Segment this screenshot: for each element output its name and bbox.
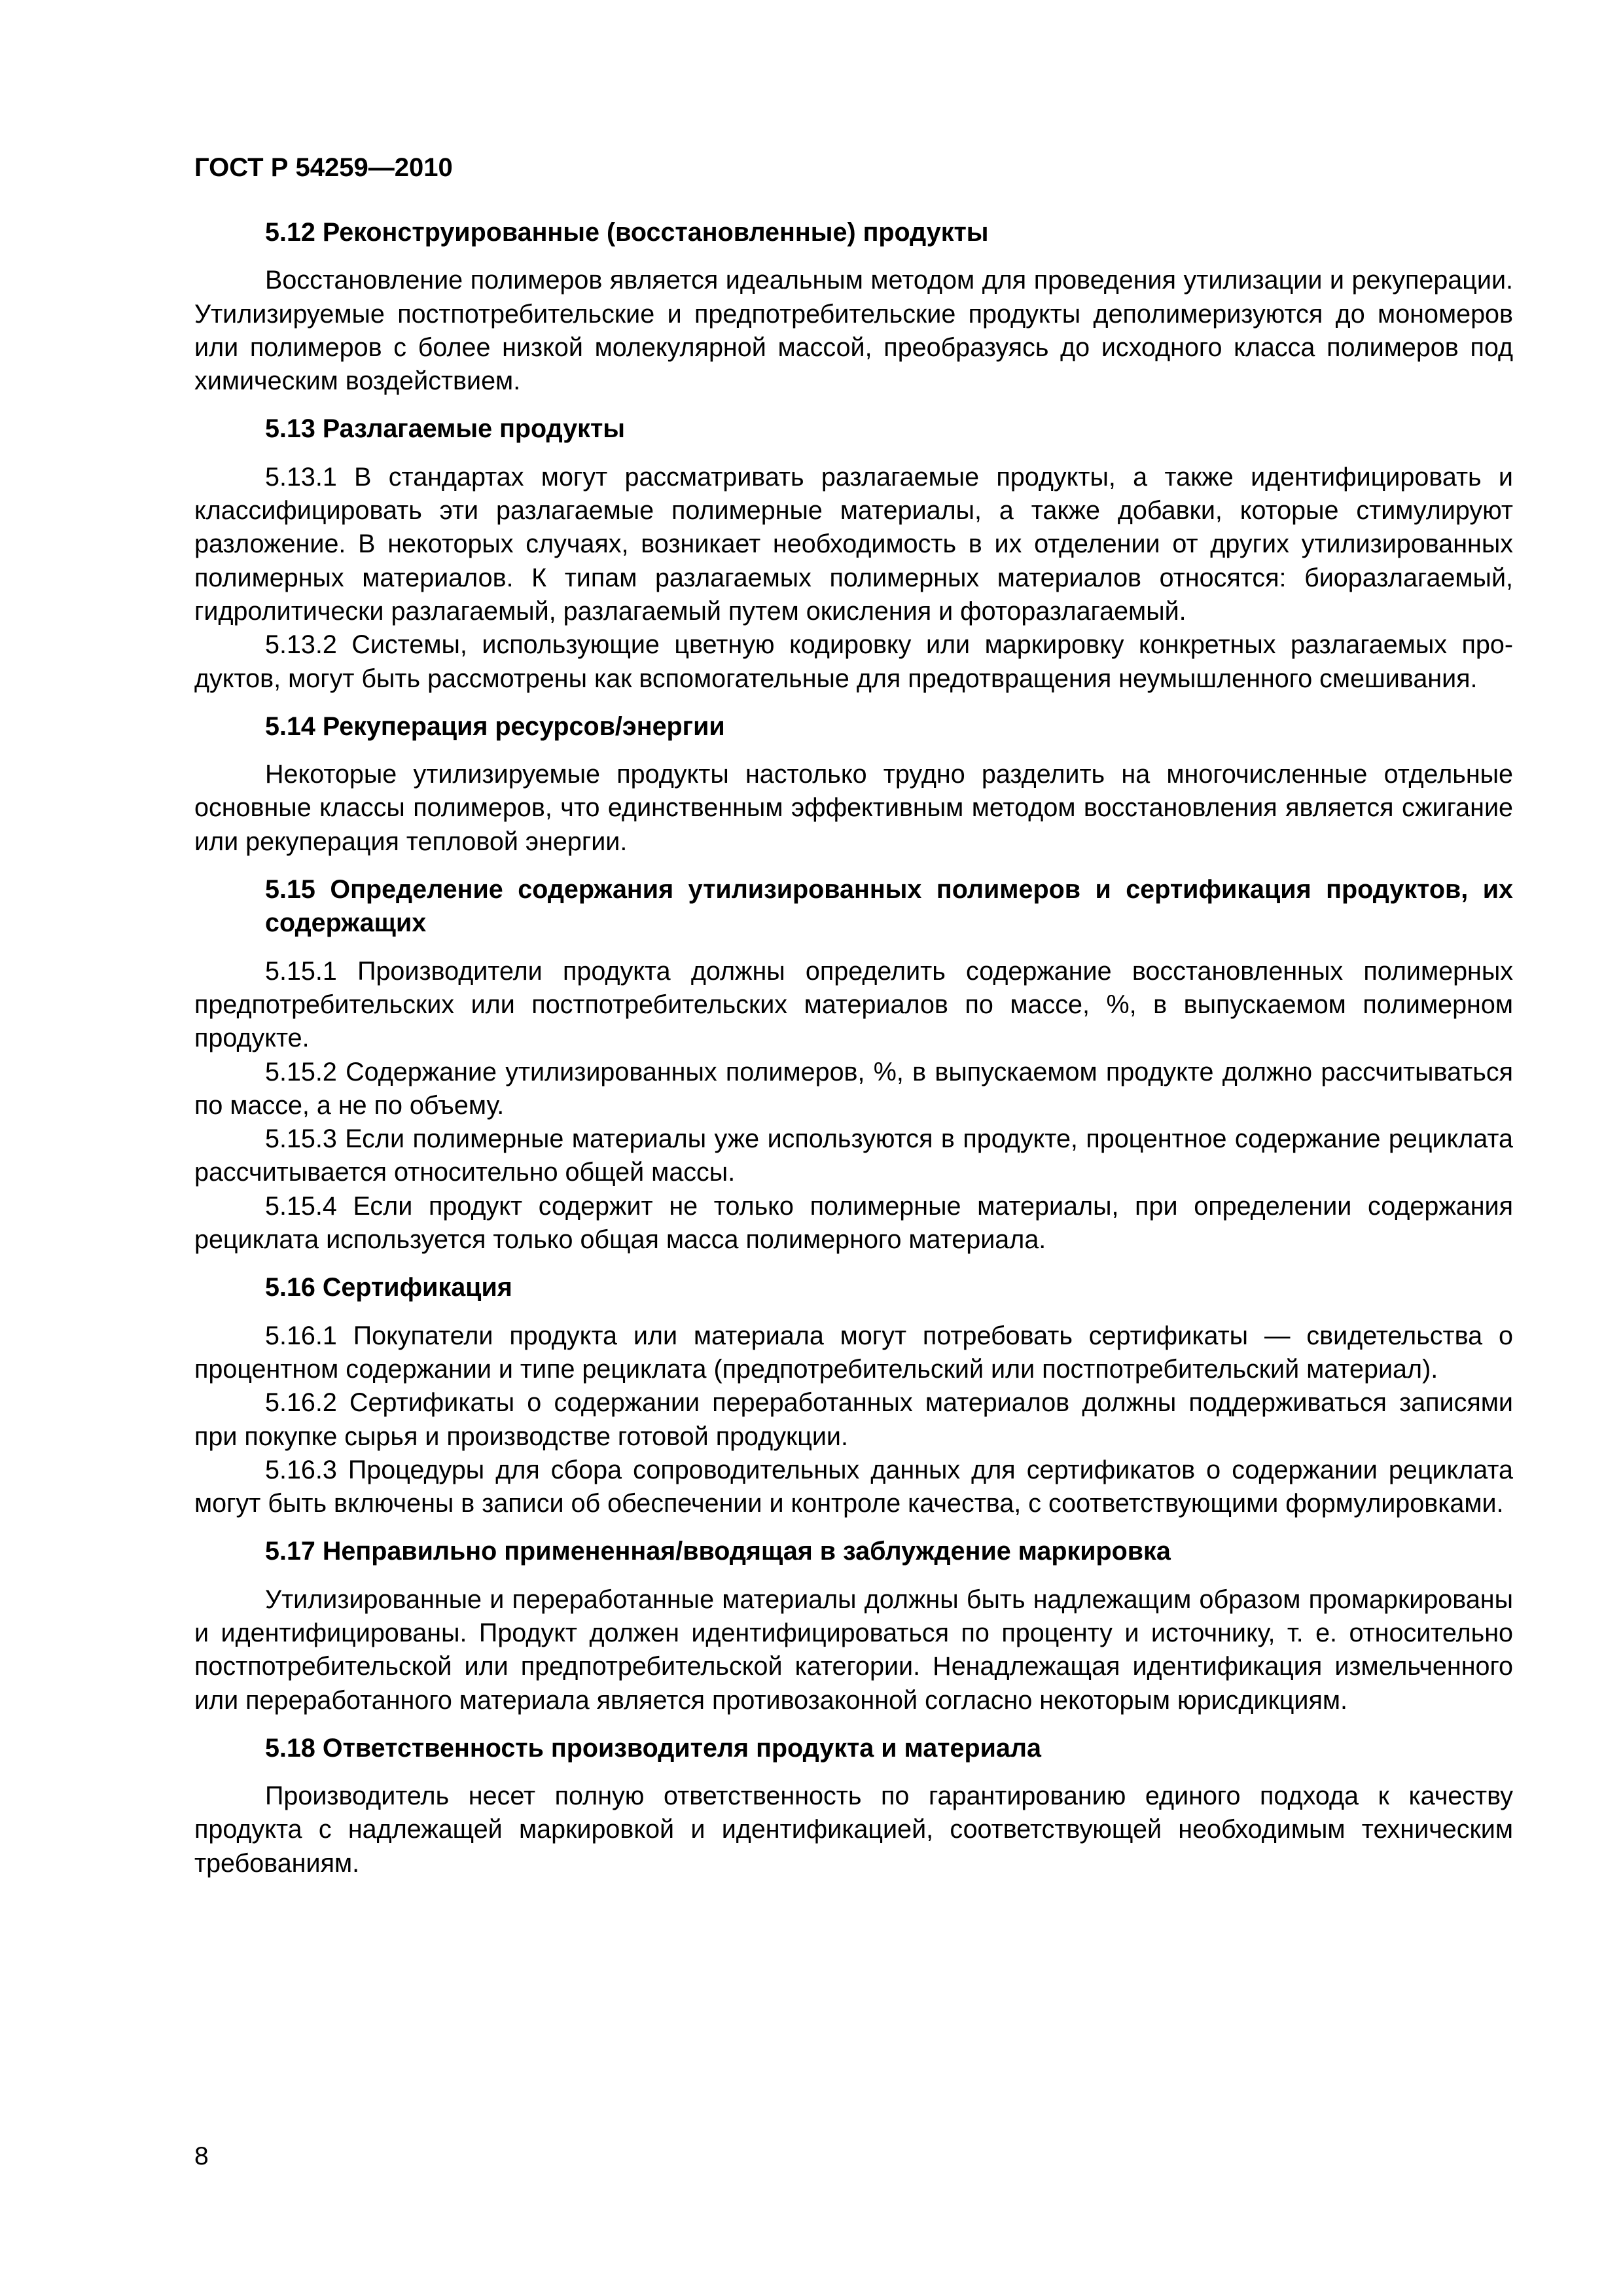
paragraph: Утилизированные и переработанные материалы должны быть надлежащим образом промаркированы и идентифицированы. Продукт должен идентифицироваться по проценту и источнику, т. е. относительно постпотребительской или предпотребительской категории. Ненадлежащая идентификация измельченного или переработанного материала является противозаконной согласно некоторым юрисдикциям. bbox=[194, 1585, 1513, 1715]
section-heading-5-18: 5.18 Ответственность производителя продукта и материала bbox=[265, 1733, 1041, 1763]
document-code-header: ГОСТ Р 54259—2010 bbox=[194, 153, 453, 182]
paragraph: 5.15.2 Содержание утилизированных полимеров, %, в выпускаемом продукте должно рассчитываться по массе, а не по объему. bbox=[194, 1057, 1513, 1120]
section-heading-5-15: 5.15 Определение содержания утилизированных полимеров и сертификация продуктов, их содержащих bbox=[265, 875, 1513, 938]
paragraph: Некоторые утилизируемые продукты настолько трудно разделить на многочисленные отдельные основные классы полимеров, что единственным эффективным методом восстановления является сжигание или рекуперация тепловой энергии. bbox=[194, 760, 1513, 856]
section-heading-5-13: 5.13 Разлагаемые продукты bbox=[265, 414, 626, 444]
paragraph: 5.13.2 Системы, использующие цветную кодировку или маркировку конкретных разлагаемых продуктов, могут быть рассмотрены как вспомогательные для предотвращения неумышленного смешивания. bbox=[194, 630, 1513, 693]
section-heading-5-17: 5.17 Неправильно примененная/вводящая в заблуждение маркировка bbox=[265, 1537, 1171, 1566]
paragraph: 5.15.1 Производители продукта должны определить содержание восстановленных полимерных предпотребительских или постпотребительских материалов по массе, %, в выпускаемом полимерном продукте. bbox=[194, 956, 1513, 1053]
paragraph: 5.16.3 Процедуры для сбора сопроводительных данных для сертификатов о содержании рециклата могут быть включены в записи об обеспечении и контроле качества, с соответствующими формулировками. bbox=[194, 1455, 1513, 1518]
paragraph: 5.15.3 Если полимерные материалы уже используются в продукте, процентное содержание рециклата рассчитывается относительно общей массы. bbox=[194, 1124, 1513, 1187]
paragraph: 5.15.4 Если продукт содержит не только полимерные материалы, при определении содержания рециклата используется только общая масса полимерного материала. bbox=[194, 1191, 1513, 1255]
paragraph: Производитель несет полную ответственность по гарантированию единого подхода к качеству продукта с надлежащей маркировкой и идентификацией, соответствующей необходимым техническим требованиям. bbox=[194, 1782, 1513, 1878]
section-heading-5-12: 5.12 Реконструированные (восстановленные) продукты bbox=[265, 218, 989, 247]
page-number: 8 bbox=[194, 2142, 209, 2170]
paragraph: 5.13.1 В стандартах могут рассматривать разлагаемые продукты, а также идентифицировать и классифицировать эти разлагаемые полимерные материалы, а также добавки, которые стимулируют разложение. В некоторых случаях, возникает необходимость в их отделении от других утилизированных полимерных материалов. К типам разлагаемых полимерных материалов относятся: биоразлагаемый, гидролитически разлагаемый, разлагаемый путем окисления и фоторазлагаемый. bbox=[194, 462, 1513, 626]
section-heading-5-14: 5.14 Рекуперация ресурсов/энергии bbox=[265, 711, 725, 741]
paragraph: 5.16.2 Сертификаты о содержании переработанных материалов должны поддерживаться записями при покупке сырья и производстве готовой продукции. bbox=[194, 1388, 1513, 1451]
document-body bbox=[194, 216, 1513, 1895]
paragraph: Восстановление полимеров является идеальным методом для проведения утилизации и рекуперации. Утилизируемые постпотребительские и предпотребительские продукты деполимеризуются до мономеров или полимеров с более низкой молекулярной массой, преобразуясь до исходного класса полимеров под химическим воздействием. bbox=[194, 266, 1513, 396]
paragraph: 5.16.1 Покупатели продукта или материала могут потребовать сертификаты — свидетельства о процентном содержании и типе рециклата (предпотребительский или постпотребительский материал). bbox=[194, 1321, 1513, 1384]
section-heading-5-16: 5.16 Сертификация bbox=[265, 1273, 512, 1302]
